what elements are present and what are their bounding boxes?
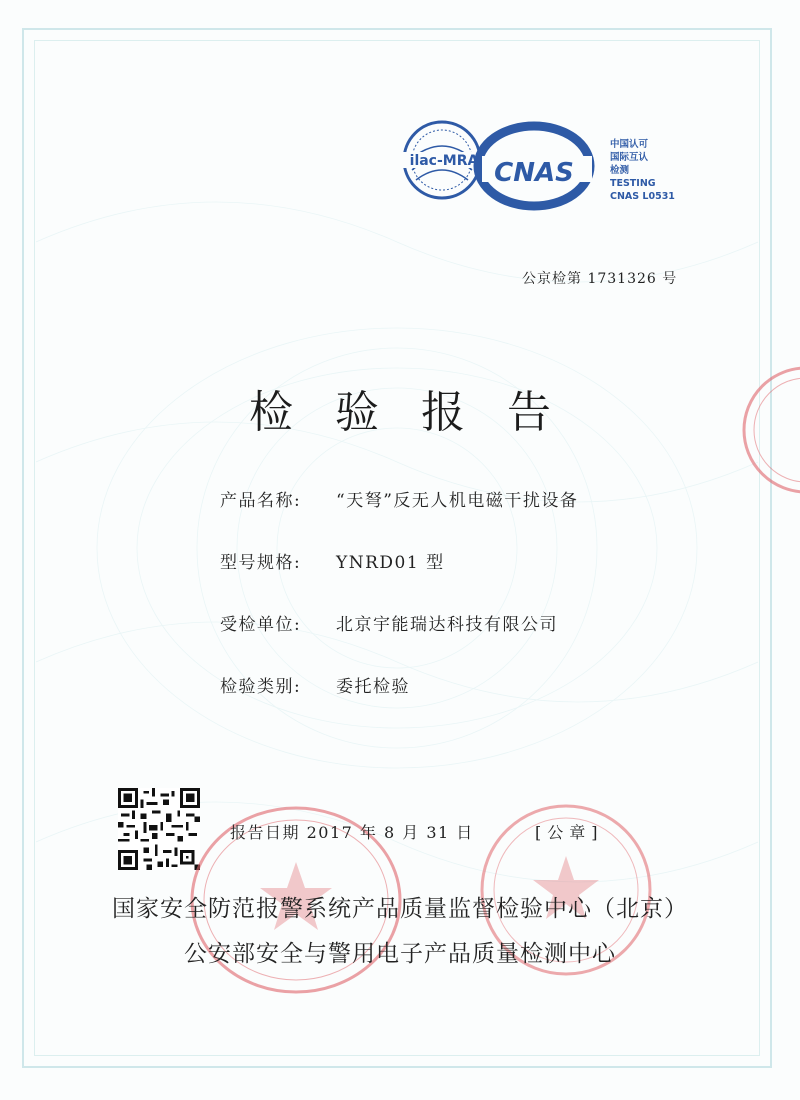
field-label: 检验类别:: [220, 677, 302, 697]
seam-stamp: [736, 360, 800, 500]
field-inspection-type: [220, 672, 410, 697]
page-title: 检验报告: [249, 387, 593, 438]
accreditation-text: [610, 138, 675, 203]
field-value: “天弩”反无人机电磁干扰设备: [336, 491, 579, 511]
cnas-logo-text: CNAS: [494, 158, 574, 188]
field-inspected-unit: [220, 610, 558, 635]
field-model: [220, 548, 445, 573]
field-label: 受检单位:: [220, 615, 302, 635]
field-value: 北京宇能瑞达科技有限公司: [336, 615, 558, 635]
accreditation-line: 国际互认: [610, 152, 649, 163]
ilac-logo-text: ilac-MRA: [409, 153, 479, 169]
field-product-name: [220, 486, 578, 511]
report-number: 公京检第 1731326 号: [522, 271, 678, 287]
accreditation-line: 中国认可: [610, 139, 649, 150]
report-date: 报告日期 2017 年 8 月 31 日: [230, 823, 474, 842]
field-label: 产品名称:: [220, 491, 302, 511]
seal-label: [公章]: [535, 823, 604, 842]
accreditation-line: 检测: [610, 165, 630, 176]
accreditation-line: CNAS L0531: [610, 191, 675, 202]
issuer-line-2: 公安部安全与警用电子产品质量检测中心: [184, 941, 616, 967]
field-value: YNRD01 型: [336, 553, 445, 573]
field-value: 委托检验: [336, 677, 410, 697]
field-label: 型号规格:: [220, 553, 302, 573]
issuer-line-1: 国家安全防范报警系统产品质量监督检验中心（北京）: [112, 896, 688, 922]
accreditation-line: TESTING: [610, 178, 656, 189]
